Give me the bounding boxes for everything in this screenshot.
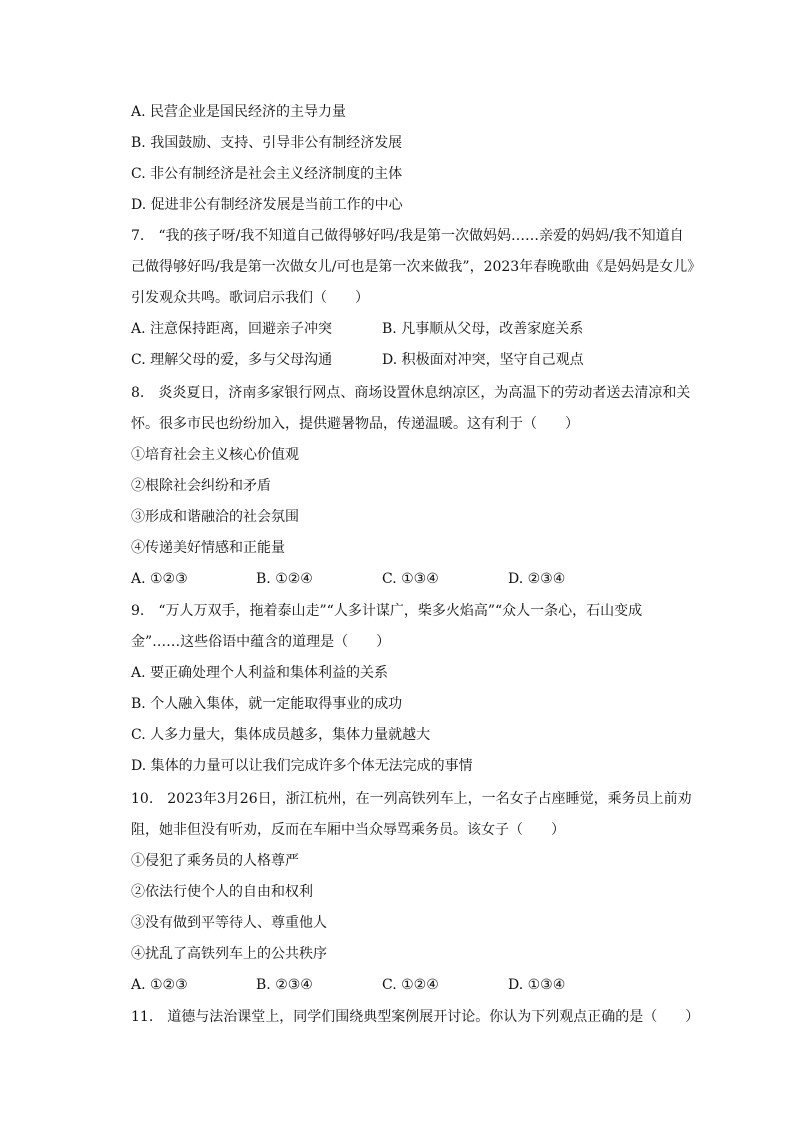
q8-item-1: ①培育社会主义核心价值观 — [131, 447, 299, 463]
q8-option-b: B. ①②④ — [256, 571, 313, 587]
q10-stem-line-2: 阻，她非但没有听劝，反而在车厢中当众辱骂乘务员。该女子（ ） — [131, 822, 565, 838]
q10-item-3: ③没有做到平等待人、尊重他人 — [131, 915, 327, 931]
q6-option-b: B. 我国鼓励、支持、引导非公有制经济发展 — [131, 135, 403, 151]
q8-item-3: ③形成和谐融洽的社会氛围 — [131, 509, 299, 525]
q8-option-c: C. ①③④ — [382, 571, 439, 587]
q10-option-c: C. ①②④ — [382, 977, 439, 993]
q8-option-a: A. ①②③ — [131, 571, 188, 587]
q9-stem-line-2: 金”……这些俗语中蕴含的道理是（ ） — [131, 634, 391, 650]
q6-option-d: D. 促进非公有制经济发展是当前工作的中心 — [131, 197, 403, 213]
q10-option-d: D. ①③④ — [508, 977, 566, 993]
q8-item-4: ④传递美好情感和正能量 — [131, 540, 285, 556]
q7-option-d: D. 积极面对冲突，坚守自己观点 — [382, 352, 584, 368]
q10-item-2: ②依法行使个人的自由和权利 — [131, 884, 313, 900]
q10-option-a: A. ①②③ — [131, 977, 188, 993]
q7-stem-line-3: 引发观众共鸣。歌词启示我们（ ） — [131, 290, 369, 306]
q9-option-c: C. 人多力量大，集体成员越多，集体力量就越大 — [131, 727, 431, 743]
q8-stem-line-1: 8. 炎炎夏日，济南多家银行网点、商场设置休息纳凉区，为高温下的劳动者送去清凉和关 — [131, 385, 691, 401]
q8-option-d: D. ②③④ — [508, 571, 566, 587]
q10-option-b: B. ②③④ — [256, 977, 313, 993]
q9-option-d: D. 集体的力量可以让我们完成许多个体无法完成的事情 — [131, 758, 473, 774]
q7-option-c: C. 理解父母的爱，多与父母沟通 — [131, 352, 333, 368]
q9-option-b: B. 个人融入集体，就一定能取得事业的成功 — [131, 696, 403, 712]
q6-option-c: C. 非公有制经济是社会主义经济制度的主体 — [131, 166, 403, 182]
q9-option-a: A. 要正确处理个人利益和集体利益的关系 — [131, 665, 389, 681]
q10-item-1: ①侵犯了乘务员的人格尊严 — [131, 853, 299, 869]
q11-stem-line-1: 11. 道德与法治课堂上，同学们围绕典型案例展开讨论。你认为下列观点正确的是（ ） — [131, 1009, 700, 1025]
q7-option-a: A. 注意保持距离，回避亲子冲突 — [131, 321, 333, 337]
q7-stem-line-2: 己做得够好吗/我是第一次做女儿/可也是第一次来做我”，2023年春晚歌曲《是妈妈是女儿》 — [131, 259, 702, 275]
q8-item-2: ②根除社会纠纷和矛盾 — [131, 478, 271, 494]
q7-stem-line-1: 7. “我的孩子呀/我不知道自己做得够好吗/我是第一次做妈妈……亲爱的妈妈/我不知道自 — [131, 228, 684, 244]
q6-option-a: A. 民营企业是国民经济的主导力量 — [131, 104, 347, 120]
q8-stem-line-2: 怀。很多市民也纷纷加入，提供避暑物品，传递温暖。这有利于（ ） — [131, 416, 579, 432]
q7-option-b: B. 凡事顺从父母，改善家庭关系 — [382, 321, 584, 337]
q10-item-4: ④扰乱了高铁列车上的公共秩序 — [131, 946, 327, 962]
q10-stem-line-1: 10. 2023年3月26日，浙江杭州，在一列高铁列车上，一名女子占座睡觉，乘务员上前劝 — [131, 791, 692, 807]
q9-stem-line-1: 9. “万人万双手，拖着泰山走”“人多计谋广，柴多火焰高”“众人一条心，石山变成 — [131, 603, 643, 619]
